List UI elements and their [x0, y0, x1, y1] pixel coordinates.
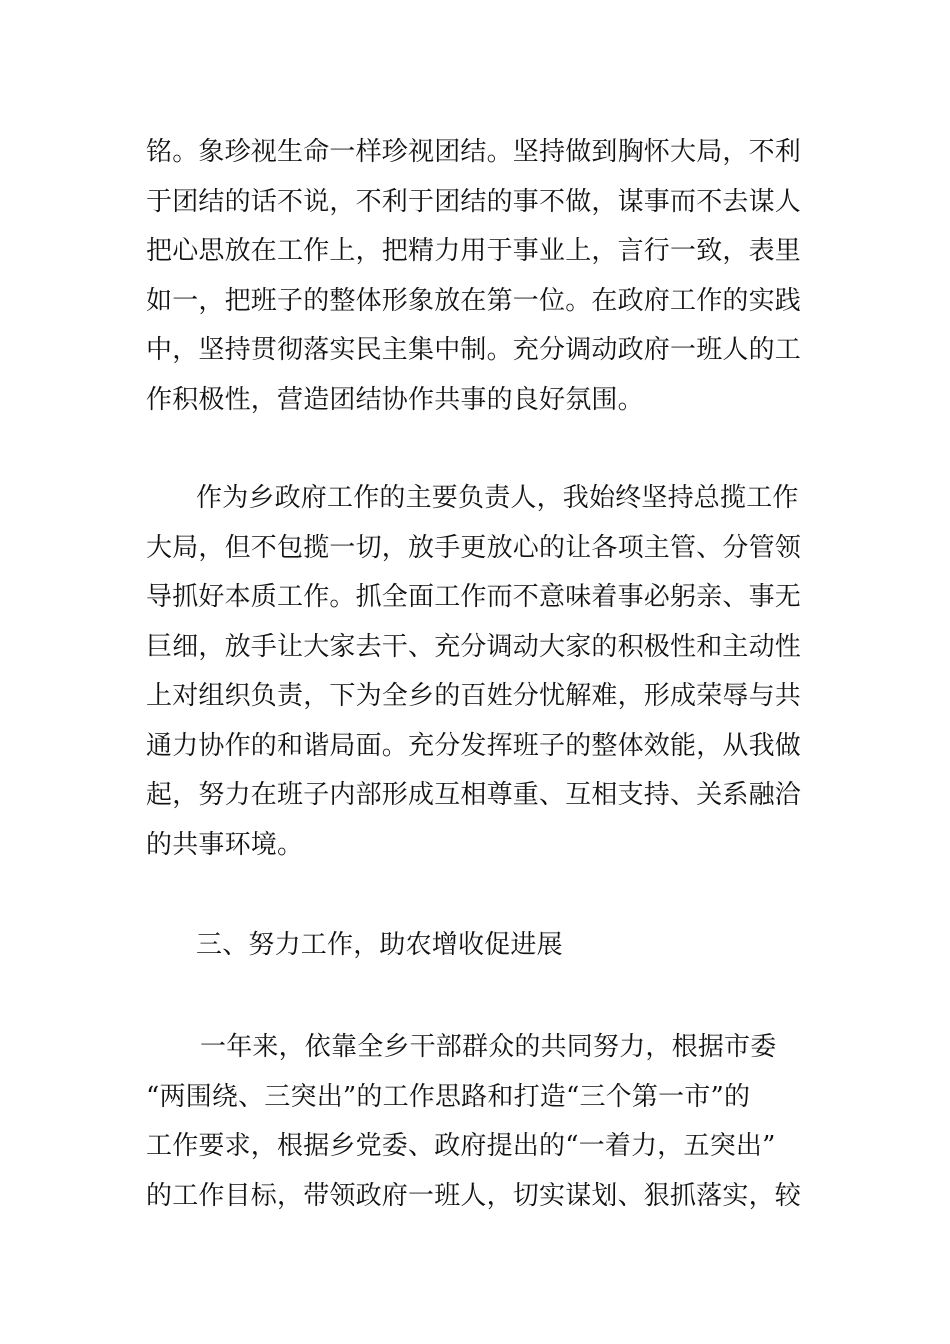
section-heading: 三、努力工作，助农增收促进展 — [196, 930, 563, 960]
paragraph-line: 于团结的话不说，不利于团结的事不做，谋事而不去谋人 — [146, 187, 802, 217]
paragraph-line: 巨细，放手让大家去干、充分调动大家的积极性和主动性 — [146, 632, 802, 662]
paragraph-line: 上对组织负责，下为全乡的百姓分忧解难，形成荣辱与共 — [146, 681, 802, 711]
paragraph-line: 起，努力在班子内部形成互相尊重、互相支持、关系融洽 — [146, 780, 802, 810]
paragraph-line: 工作要求，根据乡党委、政府提出的“一着力，五突出” — [146, 1131, 776, 1161]
paragraph-line: 一年来，依靠全乡干部群众的共同努力，根据市委 — [200, 1032, 777, 1062]
paragraph-line: 导抓好本质工作。抓全面工作而不意味着事必躬亲、事无 — [146, 582, 802, 612]
paragraph-line: 的共事环境。 — [146, 830, 304, 860]
paragraph-line: 中，坚持贯彻落实民主集中制。充分调动政府一班人的工 — [146, 335, 802, 365]
paragraph-line: 大局，但不包揽一切，放手更放心的让各项主管、分管领 — [146, 533, 802, 563]
paragraph-line: 作为乡政府工作的主要负责人，我始终坚持总揽工作 — [196, 483, 799, 513]
paragraph-line: 通力协作的和谐局面。充分发挥班子的整体效能，从我做 — [146, 731, 802, 761]
paragraph-line: 铭。象珍视生命一样珍视团结。坚持做到胸怀大局，不利 — [146, 137, 802, 167]
paragraph-line: “两围绕、三突出”的工作思路和打造“三个第一市”的 — [146, 1082, 751, 1112]
paragraph-line: 如一，把班子的整体形象放在第一位。在政府工作的实践 — [146, 286, 802, 316]
paragraph-line: 的工作目标，带领政府一班人，切实谋划、狠抓落实，较 — [146, 1181, 802, 1211]
paragraph-line: 把心思放在工作上，把精力用于事业上，言行一致，表里 — [146, 236, 802, 266]
paragraph-line: 作积极性，营造团结协作共事的良好氛围。 — [146, 385, 644, 415]
